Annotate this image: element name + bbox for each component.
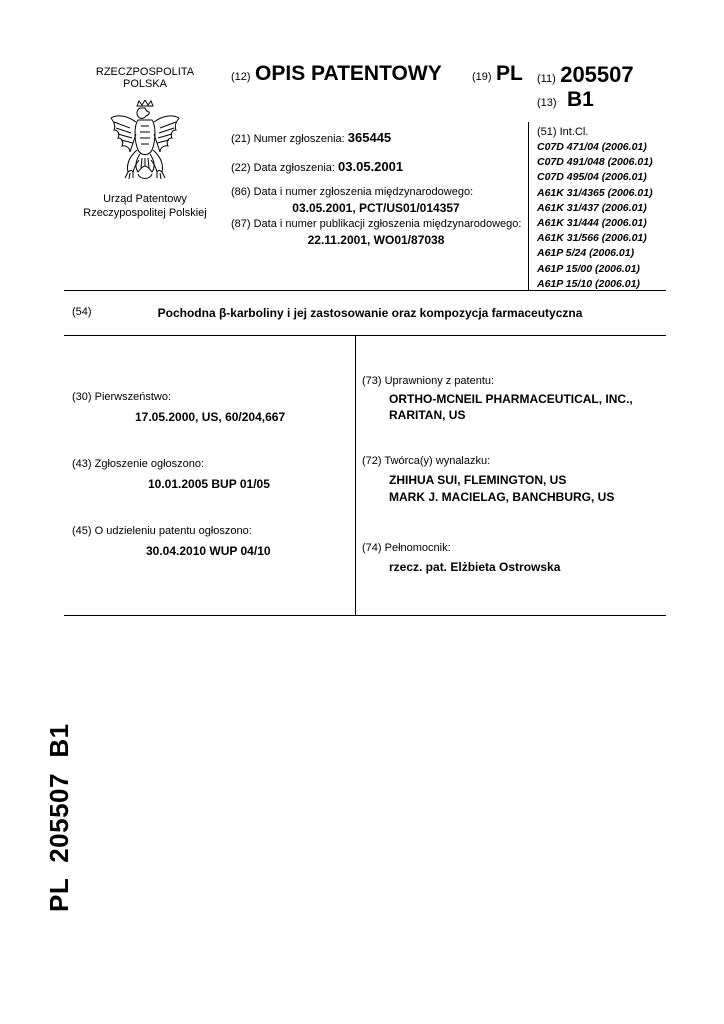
classification-code: C07D 471/04 (2006.01) — [537, 141, 647, 153]
priority-label: (30) Pierwszeństwo: — [72, 391, 172, 403]
classification-code: A61P 5/24 (2006.01) — [537, 247, 635, 260]
divider-bottom — [64, 615, 666, 616]
divider-columns — [355, 335, 356, 615]
patent-owner: ORTHO-MCNEIL PHARMACEUTICAL, INC., RARITAN, US — [389, 392, 633, 422]
kind-code: (13) B1 — [537, 88, 594, 111]
patent-number: (11) 205507 — [537, 62, 634, 87]
classification-code: A61P 15/00 (2006.01) — [537, 262, 640, 275]
country-code: (19) PL — [472, 62, 523, 85]
patent-title: Pochodna β-karboliny i jej zastosowanie oraz kompozycja farmaceutyczna — [157, 306, 583, 320]
classification-code: C07D 495/04 (2006.01) — [537, 171, 647, 184]
document-type: (12) OPIS PATENTOWY — [231, 62, 442, 85]
intl-application-value: 03.05.2001, PCT/US01/014357 — [292, 201, 460, 215]
inventor: ZHIHUA SUI, FLEMINGTON, US — [389, 473, 567, 487]
sidebar-patent-id: PL 205507 B1 — [44, 723, 74, 912]
country-name: RZECZPOSPOLITA POLSKA — [95, 66, 195, 90]
priority-value: 17.05.2000, US, 60/204,667 — [135, 410, 286, 424]
divider-title — [64, 335, 666, 336]
classification-code: C07D 491/048 (2006.01) — [537, 156, 653, 169]
intl-publication-label: (87) Data i numer publikacji zgłoszenia międzynarodowego: — [231, 218, 522, 230]
classification-list — [537, 140, 653, 292]
intl-publication-value: 22.11.2001, WO01/87038 — [307, 233, 445, 247]
grant-published-label: (45) O udzieleniu patentu ogłoszono: — [72, 525, 252, 537]
inventor: MARK J. MACIELAG, BANCHBURG, US — [389, 490, 615, 504]
divider-top — [64, 290, 666, 291]
patent-office-name: Urząd Patentowy Rzeczypospolitej Polskiej — [83, 193, 207, 219]
inventors — [389, 472, 614, 506]
owner-label: (73) Uprawniony z patentu: — [362, 375, 495, 387]
classification-code: A61K 31/4365 (2006.01) — [537, 186, 653, 199]
classification-code: A61K 31/566 (2006.01) — [537, 232, 647, 245]
application-date: (22) Data zgłoszenia: 03.05.2001 — [231, 159, 404, 174]
grant-published-value: 30.04.2010 WUP 04/10 — [146, 544, 271, 558]
int-cl-label: (51) Int.Cl. — [537, 126, 589, 138]
classification-code: A61K 31/437 (2006.01) — [537, 201, 647, 214]
intl-application-label: (86) Data i numer zgłoszenia międzynarodowego: — [231, 186, 474, 198]
divider-classification — [528, 122, 529, 290]
attorney-label: (74) Pełnomocnik: — [362, 542, 451, 554]
attorney: rzecz. pat. Elżbieta Ostrowska — [389, 560, 561, 574]
app-published-value: 10.01.2005 BUP 01/05 — [148, 477, 270, 491]
app-published-label: (43) Zgłoszenie ogłoszono: — [72, 458, 205, 470]
title-tag: (54) — [72, 306, 92, 318]
classification-code: A61P 15/10 (2006.01) — [537, 277, 640, 290]
inventors-label: (72) Twórca(y) wynalazku: — [362, 455, 491, 467]
white-eagle-emblem — [108, 100, 182, 188]
classification-code: A61K 31/444 (2006.01) — [537, 217, 647, 230]
application-number: (21) Numer zgłoszenia: 365445 — [231, 130, 392, 145]
